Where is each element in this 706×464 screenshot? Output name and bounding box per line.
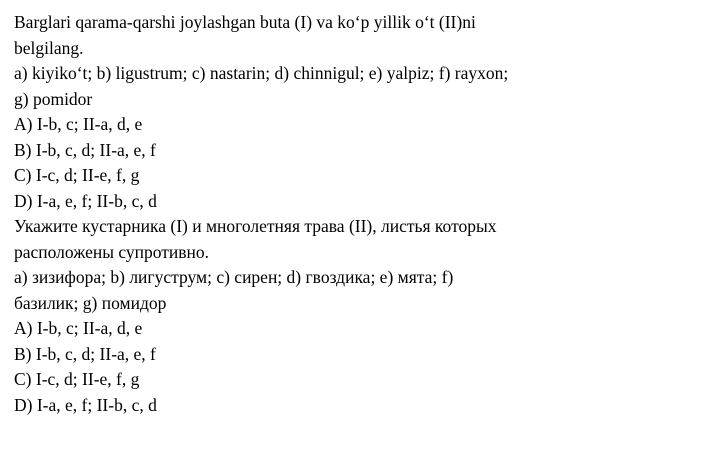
question-1-option-c: C) I-c, d; II-e, f, g — [14, 165, 140, 185]
question-2-option-b: B) I-b, c, d; II-a, e, f — [14, 343, 156, 364]
question-1-items-line-2: g) pomidor — [14, 88, 93, 109]
question-2-option-c: C) I-c, d; II-e, f, g — [14, 369, 140, 389]
question-2-prompt-line-1: Укажите кустарника (I) и многолетняя трава (II), листья которых — [14, 216, 497, 236]
question-2 — [14, 214, 692, 418]
question-2-items-line-1: a) зизифора; b) лигуструм; c) сирен; d) гвоздика; e) мята; f) — [14, 267, 454, 287]
question-1 — [14, 10, 692, 214]
question-1-prompt-line-1: Barglari qarama-qarshi joylashgan buta (I) va ko‘p yillik o‘t (II)ni — [14, 12, 476, 32]
question-2-items-line-2: базилик; g) помидор — [14, 292, 167, 313]
question-2-prompt-line-2: расположены супротивно. — [14, 241, 210, 262]
question-2-option-a: A) I-b, c; II-a, d, e — [14, 318, 143, 338]
question-1-prompt-line-2: belgilang. — [14, 37, 84, 58]
question-1-option-b: B) I-b, c, d; II-a, e, f — [14, 139, 156, 160]
question-2-option-d: D) I-a, e, f; II-b, c, d — [14, 394, 157, 415]
question-1-option-a: A) I-b, c; II-a, d, e — [14, 114, 143, 134]
question-1-option-d: D) I-a, e, f; II-b, c, d — [14, 190, 157, 211]
question-1-items-line-1: a) kiyiko‘t; b) ligustrum; c) nastarin; d) chinnigul; e) yalpiz; f) rayxon; — [14, 63, 509, 83]
